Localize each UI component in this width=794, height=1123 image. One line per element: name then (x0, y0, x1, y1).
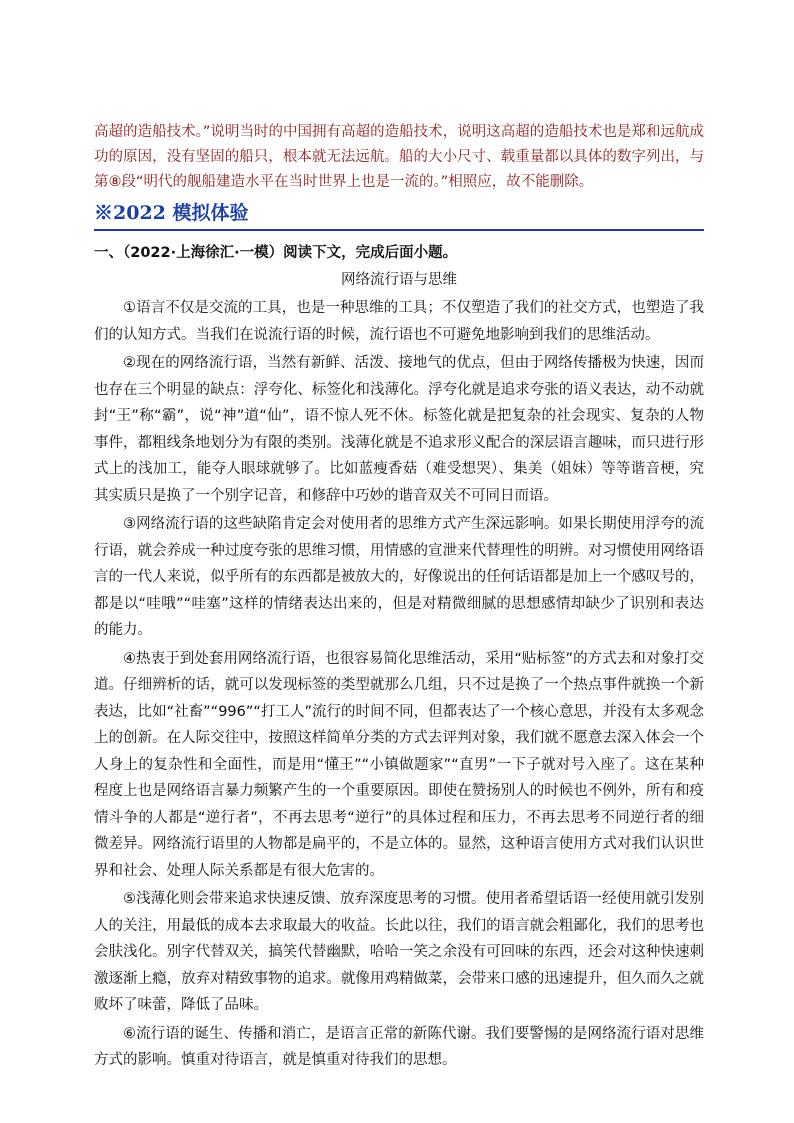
article-paragraph-1: ①语言不仅是交流的工具，也是一种思维的工具；不仅塑造了我们的社交方式，也塑造了我们的认知方式。当我们在说流行语的时候，流行语也不可避免地影响到我们的思维活动。 (94, 300, 704, 343)
article-paragraph-2: ②现在的网络流行语，当然有新鲜、活泼、接地气的优点，但由于网络传播极为快速，因而也存在三个明显的缺点：浮夸化、标签化和浅薄化。浮夸化就是追求夸张的语义表达，动不动就封“王”称“霸”，说“神”道“仙”，语不惊人死不休。标签化就是把复杂的社会现实、复杂的人物事件，都粗线条地划分为有限的类别。浅薄化就是不追求形义配合的深层语言趣味，而只进行形式上的浅加工，能夺人眼球就够了。比如蓝瘦香菇（难受想哭）、集美（姐妹）等等谐音梗，究其实质只是换了一个别字记音，和修辞中巧妙的谐音双关不可同日而语。 (94, 355, 704, 504)
answer-explanation: 高超的造船技术。”说明当时的中国拥有高超的造船技术，说明这高超的造船技术也是郑和远航成功的原因，没有坚固的船只，根本就无法远航。船的大小尺寸、载重量都以具体的数字列出，与第⑧段“明代的舰船建造水平在当时世界上也是一流的。”相照应，故不能删除。 (94, 124, 704, 190)
question-label: 一、（2022·上海徐汇·一模）阅读下文，完成后面小题。 (94, 245, 458, 261)
document-page (94, 120, 704, 1076)
section-heading: ※2022 模拟体验 (94, 199, 704, 231)
article-paragraph-6: ⑥流行语的诞生、传播和消亡，是语言正常的新陈代谢。我们要警惕的是网络流行语对思维方式的影响。慎重对待语言，就是慎重对待我们的思想。 (94, 1025, 704, 1068)
article-paragraph-5: ⑤浅薄化则会带来追求快速反馈、放弃深度思考的习惯。使用者希望话语一经使用就引发别人的关注，用最低的成本去求取最大的收益。长此以往，我们的语言就会粗鄙化，我们的思考也会肤浅化。别字代替双关，搞笑代替幽默，哈哈一笑之余没有可回味的东西，还会对这种快速刺激逐渐上瘾，放弃对精致事物的追求。就像用鸡精做菜，会带来口感的迅速提升，但久而久之就败坏了味蕾，降低了品味。 (94, 891, 704, 1013)
article-paragraph-4: ④热衷于到处套用网络流行语，也很容易简化思维活动，采用“贴标签”的方式去和对象打交道。仔细辨析的话，就可以发现标签的类型就那么几组，只不过是换了一个热点事件就换一个新表达，比如“社畜”“996”“打工人”流行的时间不同，但都表达了一个核心意思，并没有太多观念上的创新。在人际交往中，按照这样简单分类的方式去评判对象，我们就不愿意去深入体会一个人身上的复杂性和全面性，而是用“懂王”“小镇做题家”“直男”一下子就对号入座了。这在某种程度上也是网络语言暴力频繁产生的一个重要原因。即使在赞扬别人的时候也不例外，所有和疫情斗争的人都是“逆行者”，不再去思考“逆行”的具体过程和压力，不再去思考不同逆行者的细微差异。网络流行语里的人物都是扁平的，不是立体的。显然，这种语言使用方式对我们认识世界和社会、处理人际关系都是有很大危害的。 (94, 650, 704, 879)
article-paragraph-3: ③网络流行语的这些缺陷肯定会对使用者的思维方式产生深远影响。如果长期使用浮夸的流行语，就会养成一种过度夸张的思维习惯，用情感的宣泄来代替理性的明辨。对习惯使用网络语言的一代人来说，似乎所有的东西都是被放大的，好像说出的任何话语都是加上一个感叹号的，都是以“哇哦”“哇塞”这样的情绪表达出来的，但是对精微细腻的思想感情却缺少了识别和表达的能力。 (94, 516, 704, 638)
article-title: 网络流行语与思维 (341, 272, 457, 288)
